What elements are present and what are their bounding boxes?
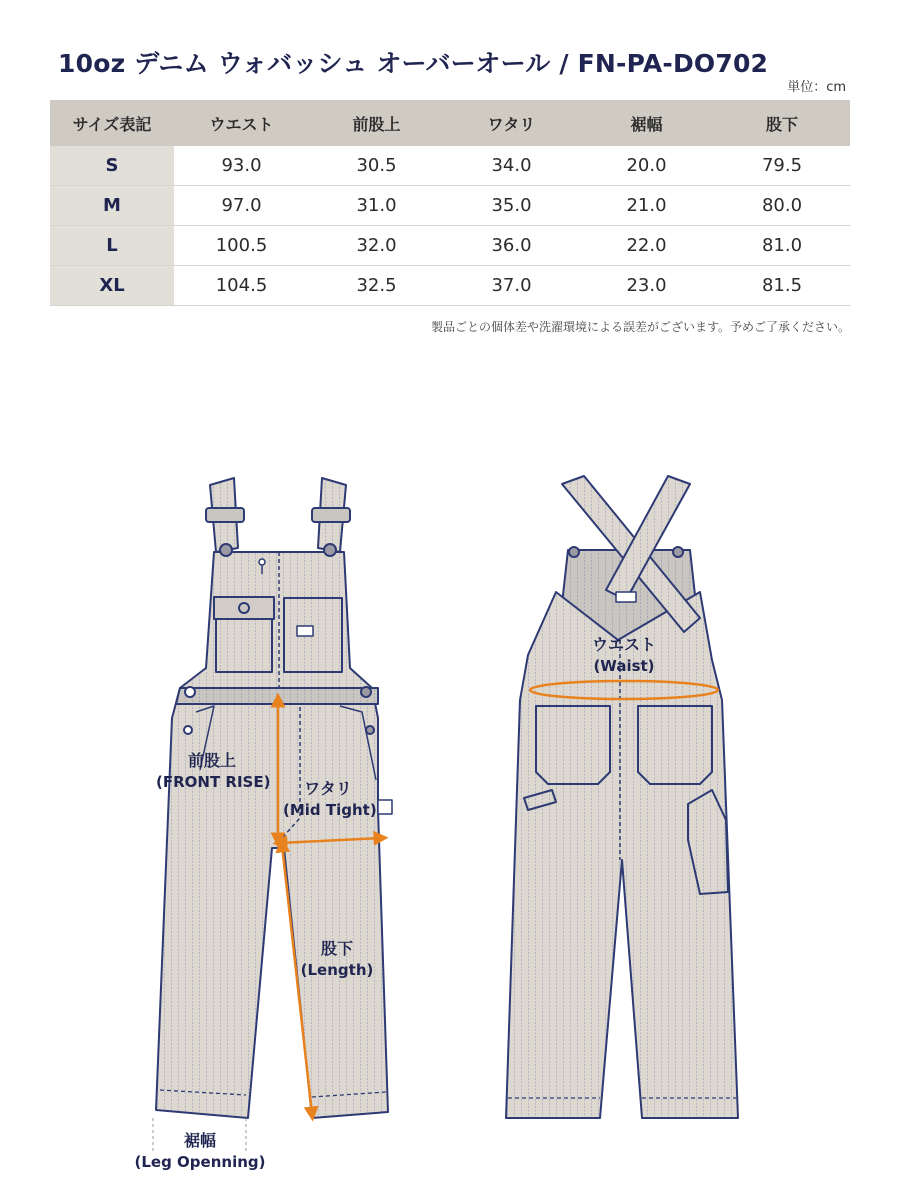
header-size: サイズ表記 [50, 100, 174, 146]
table-cell: 81.0 [714, 226, 850, 266]
size-cell: XL [50, 266, 174, 306]
header-front-rise: 前股上 [309, 100, 444, 146]
table-cell: 23.0 [579, 266, 714, 306]
table-cell: 31.0 [309, 186, 444, 226]
table-cell: 93.0 [174, 146, 309, 186]
header-inseam: 股下 [714, 100, 850, 146]
table-cell: 22.0 [579, 226, 714, 266]
table-cell: 97.0 [174, 186, 309, 226]
table-cell: 37.0 [444, 266, 579, 306]
label-mid-thigh-jp: ワタリ [304, 779, 352, 798]
label-waist-en: (Waist) [593, 657, 655, 675]
page-title: 10oz デニム ウォバッシュ オーバーオール / FN-PA-DO702 [58, 49, 769, 78]
label-leg-opening [130, 1130, 270, 1172]
table-cell: 80.0 [714, 186, 850, 226]
table-header-row [50, 100, 850, 146]
header-waist: ウエスト [174, 100, 309, 146]
label-waist-jp: ウエスト [591, 635, 656, 654]
right-strap-buckle [312, 508, 350, 522]
table-cell: 30.5 [309, 146, 444, 186]
disclaimer-note: 製品ごとの個体差や洗濯環境による誤差がございます。予めご了承ください。 [430, 320, 850, 334]
table-cell: 32.5 [309, 266, 444, 306]
table-cell: 79.5 [714, 146, 850, 186]
label-waist [574, 634, 674, 676]
back-view [506, 476, 738, 1118]
table-row [50, 226, 850, 266]
size-cell: L [50, 226, 174, 266]
table-row [50, 266, 850, 306]
size-cell: M [50, 186, 174, 226]
label-front-rise-jp: 前股上 [187, 751, 236, 770]
table-cell: 100.5 [174, 226, 309, 266]
left-strap-buckle [206, 508, 244, 522]
table-row [50, 146, 850, 186]
label-leg-opening-en: (Leg Openning) [134, 1153, 266, 1171]
table-cell: 34.0 [444, 146, 579, 186]
size-cell: S [50, 146, 174, 186]
table-cell: 21.0 [579, 186, 714, 226]
table-row [50, 186, 850, 226]
back-pocket-right [638, 706, 712, 784]
overall-illustration [0, 440, 900, 1200]
strap-button-right [324, 544, 336, 556]
label-front-rise-en: (FRONT RISE) [156, 773, 271, 791]
header-leg-opening: 裾幅 [579, 100, 714, 146]
label-mid-thigh-en: (Mid Tight) [283, 801, 377, 819]
table-cell: 36.0 [444, 226, 579, 266]
label-front-rise [156, 750, 271, 792]
label-mid-thigh [283, 778, 377, 820]
label-length-en: (Length) [300, 961, 374, 979]
back-label [616, 592, 636, 602]
header-thigh: ワタリ [444, 100, 579, 146]
table-cell: 20.0 [579, 146, 714, 186]
back-pocket-left [536, 706, 610, 784]
hammer-loop [378, 800, 392, 814]
table-cell: 35.0 [444, 186, 579, 226]
table-cell: 104.5 [174, 266, 309, 306]
unit-label: 単位：cm [787, 80, 846, 95]
label-leg-opening-jp: 裾幅 [183, 1131, 216, 1150]
bib-pocket-badge [297, 626, 313, 636]
label-length-jp: 股下 [320, 939, 353, 958]
size-table [50, 100, 850, 306]
label-length [300, 938, 374, 980]
strap-button-left [220, 544, 232, 556]
table-cell: 32.0 [309, 226, 444, 266]
table-cell: 81.5 [714, 266, 850, 306]
